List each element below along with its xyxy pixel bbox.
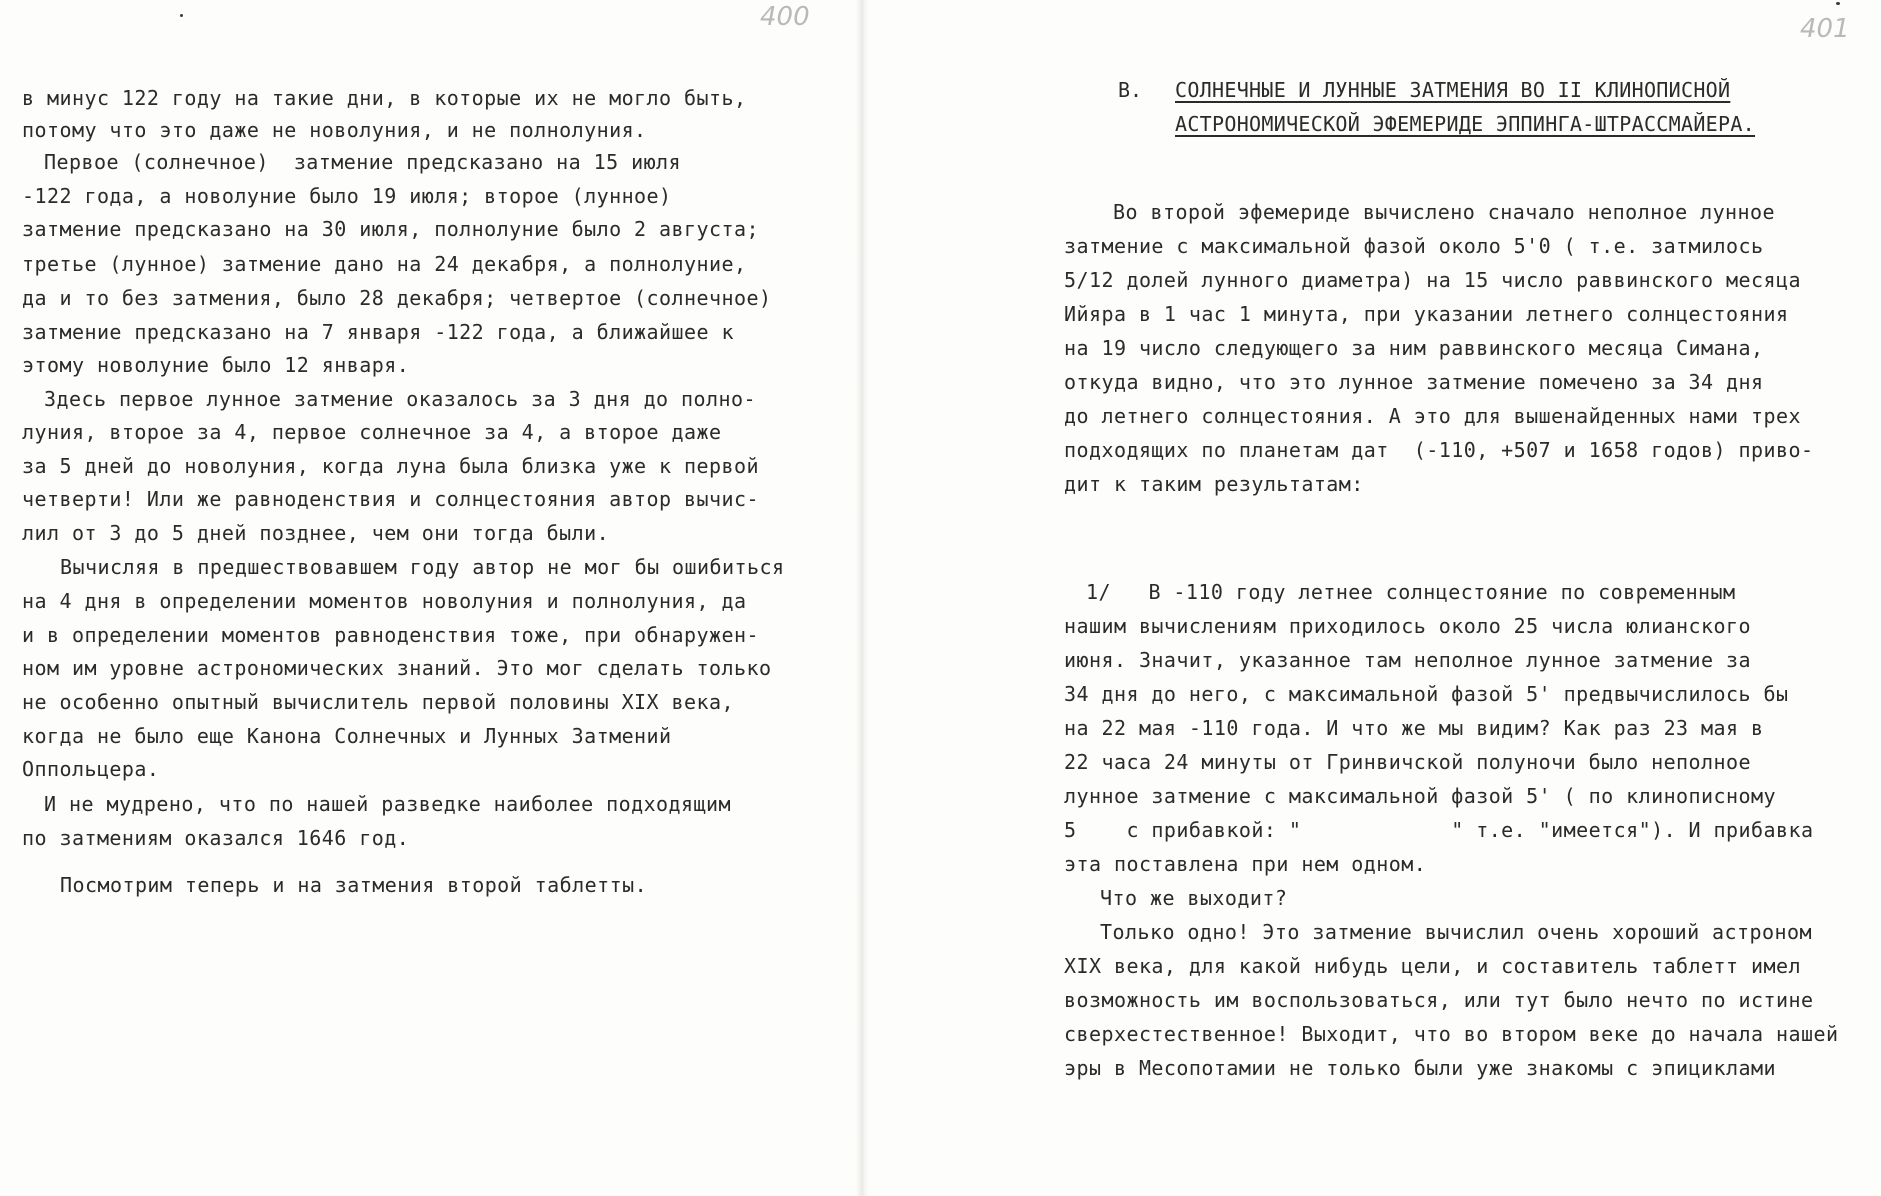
left-text-line: луния, второе за 4, первое солнечное за 4, а второе даже [22,420,722,444]
right-text-line: лунное затмение с максимальной фазой 5' ( по клинописному [1064,784,1776,808]
left-text-line: этому новолуние было 12 января. [22,353,410,377]
right-text-line: Только одно! Это затмение вычислил очень хороший астроном [1100,920,1812,944]
left-text-line: Посмотрим теперь и на затмения второй таблетты. [60,873,648,897]
right-text-line: эры в Месопотамии не только были уже знакомы с эпициклами [1064,1056,1776,1080]
right-text-line: Во второй эфемериде вычислено сначало неполное лунное [1113,200,1776,224]
right-text-line: 1/ В -110 году летнее солнцестояние по современным [1086,580,1736,604]
right-text-line: до летнего солнцестояния. А это для вышенайденных нами трех [1064,404,1801,428]
right-text-line: 5/12 долей лунного диаметра) на 15 число раввинского месяца [1064,268,1801,292]
scan-speck [180,14,183,17]
right-text-line: эта поставлена при нем одном. [1064,852,1427,876]
right-text-line: июня. Значит, указанное там неполное лунное затмение за [1064,648,1752,672]
left-text-line: в минус 122 году на такие дни, в которые их не могло быть, [22,86,747,110]
right-text-line: 34 дня до него, с максимальной фазой 5' предвычислилось бы [1064,682,1789,706]
right-text-line: на 22 мая -110 года. И что же мы видим? Как раз 23 мая в [1064,716,1764,740]
right-text-line: Что же выходит? [1100,886,1288,910]
left-text-line: И не мудрено, что по нашей разведке наиболее подходящим [44,792,732,816]
left-text-line: не особенно опытный вычислитель первой половины XIX века, [22,690,734,714]
section-heading-line: АСТРОНОМИЧЕСКОЙ ЭФЕМЕРИДЕ ЭППИНГА-ШТРАССМАЙЕРА. [1175,112,1756,136]
left-text-line: -122 года, а новолуние было 19 июля; второе (лунное) [22,184,672,208]
left-text-line: четверти! Или же равноденствия и солнцестояния автор вычис- [22,487,759,511]
right-text-line: 5 с прибавкой: " " т.е. "имеется"). И прибавка [1064,818,1814,842]
left-text-line: когда не было еще Канона Солнечных и Лунных Затмений [22,724,672,748]
left-text-line: Оппольцера. [22,757,160,781]
left-text-line: по затмениям оказался 1646 год. [22,826,410,850]
right-page-number: 401 [1800,14,1850,44]
left-text-line: затмение предсказано на 7 января -122 года, а ближайшее к [22,320,734,344]
left-text-line: да и то без затмения, было 28 декабря; четвертое (солнечное) [22,286,772,310]
right-text-line: 22 часа 24 минуты от Гринвичской полуночи было неполное [1064,750,1752,774]
left-text-line: ном им уровне астрономических знаний. Это мог сделать только [22,656,772,680]
left-text-line: Первое (солнечное) затмение предсказано на 15 июля [44,150,682,174]
right-text-line: на 19 число следующего за ним раввинского месяца Симана, [1064,336,1764,360]
right-text-line: нашим вычислениям приходилось около 25 числа юлианского [1064,614,1752,638]
left-text-line: и в определении моментов равноденствия тоже, при обнаружен- [22,623,759,647]
right-text-line: откуда видно, что это лунное затмение помечено за 34 дня [1064,370,1764,394]
left-text-line: Вычисляя в предшествовавшем году автор не мог бы ошибиться [60,555,785,579]
right-text-line: возможность им воспользоваться, или тут было нечто по истине [1064,988,1814,1012]
left-page-number: 400 [760,2,810,32]
left-text-line: затмение предсказано на 30 июля, полнолуние было 2 августа; [22,217,759,241]
left-text-line: на 4 дня в определении моментов новолуния и полнолуния, да [22,589,747,613]
scan-speck [1836,2,1840,5]
left-text-line: за 5 дней до новолуния, когда луна была близка уже к первой [22,454,759,478]
left-text-line: лил от 3 до 5 дней позднее, чем они тогда были. [22,521,610,545]
right-text-line: подходящих по планетам дат (-110, +507 и 1658 годов) приво- [1064,438,1814,462]
right-text-line: XIX века, для какой нибудь цели, и составитель таблетт имел [1064,954,1801,978]
right-text-line: затмение с максимальной фазой около 5'0 ( т.е. затмилось [1064,234,1764,258]
right-text-line: Ийяра в 1 час 1 минута, при указании летнего солнцестояния [1064,302,1789,326]
section-heading-line: СОЛНЕЧНЫЕ И ЛУННЫЕ ЗАТМЕНИЯ ВО II КЛИНОПИСНОЙ [1175,78,1731,102]
left-text-line: Здесь первое лунное затмение оказалось за 3 дня до полно- [44,387,756,411]
section-label: В. [1118,78,1143,102]
left-text-line: потому что это даже не новолуния, и не полнолуния. [22,118,647,142]
right-text-line: дит к таким результатам: [1064,472,1364,496]
right-text-line: сверхестественное! Выходит, что во втором веке до начала нашей [1064,1022,1839,1046]
left-text-line: третье (лунное) затмение дано на 24 декабря, а полнолуние, [22,252,747,276]
